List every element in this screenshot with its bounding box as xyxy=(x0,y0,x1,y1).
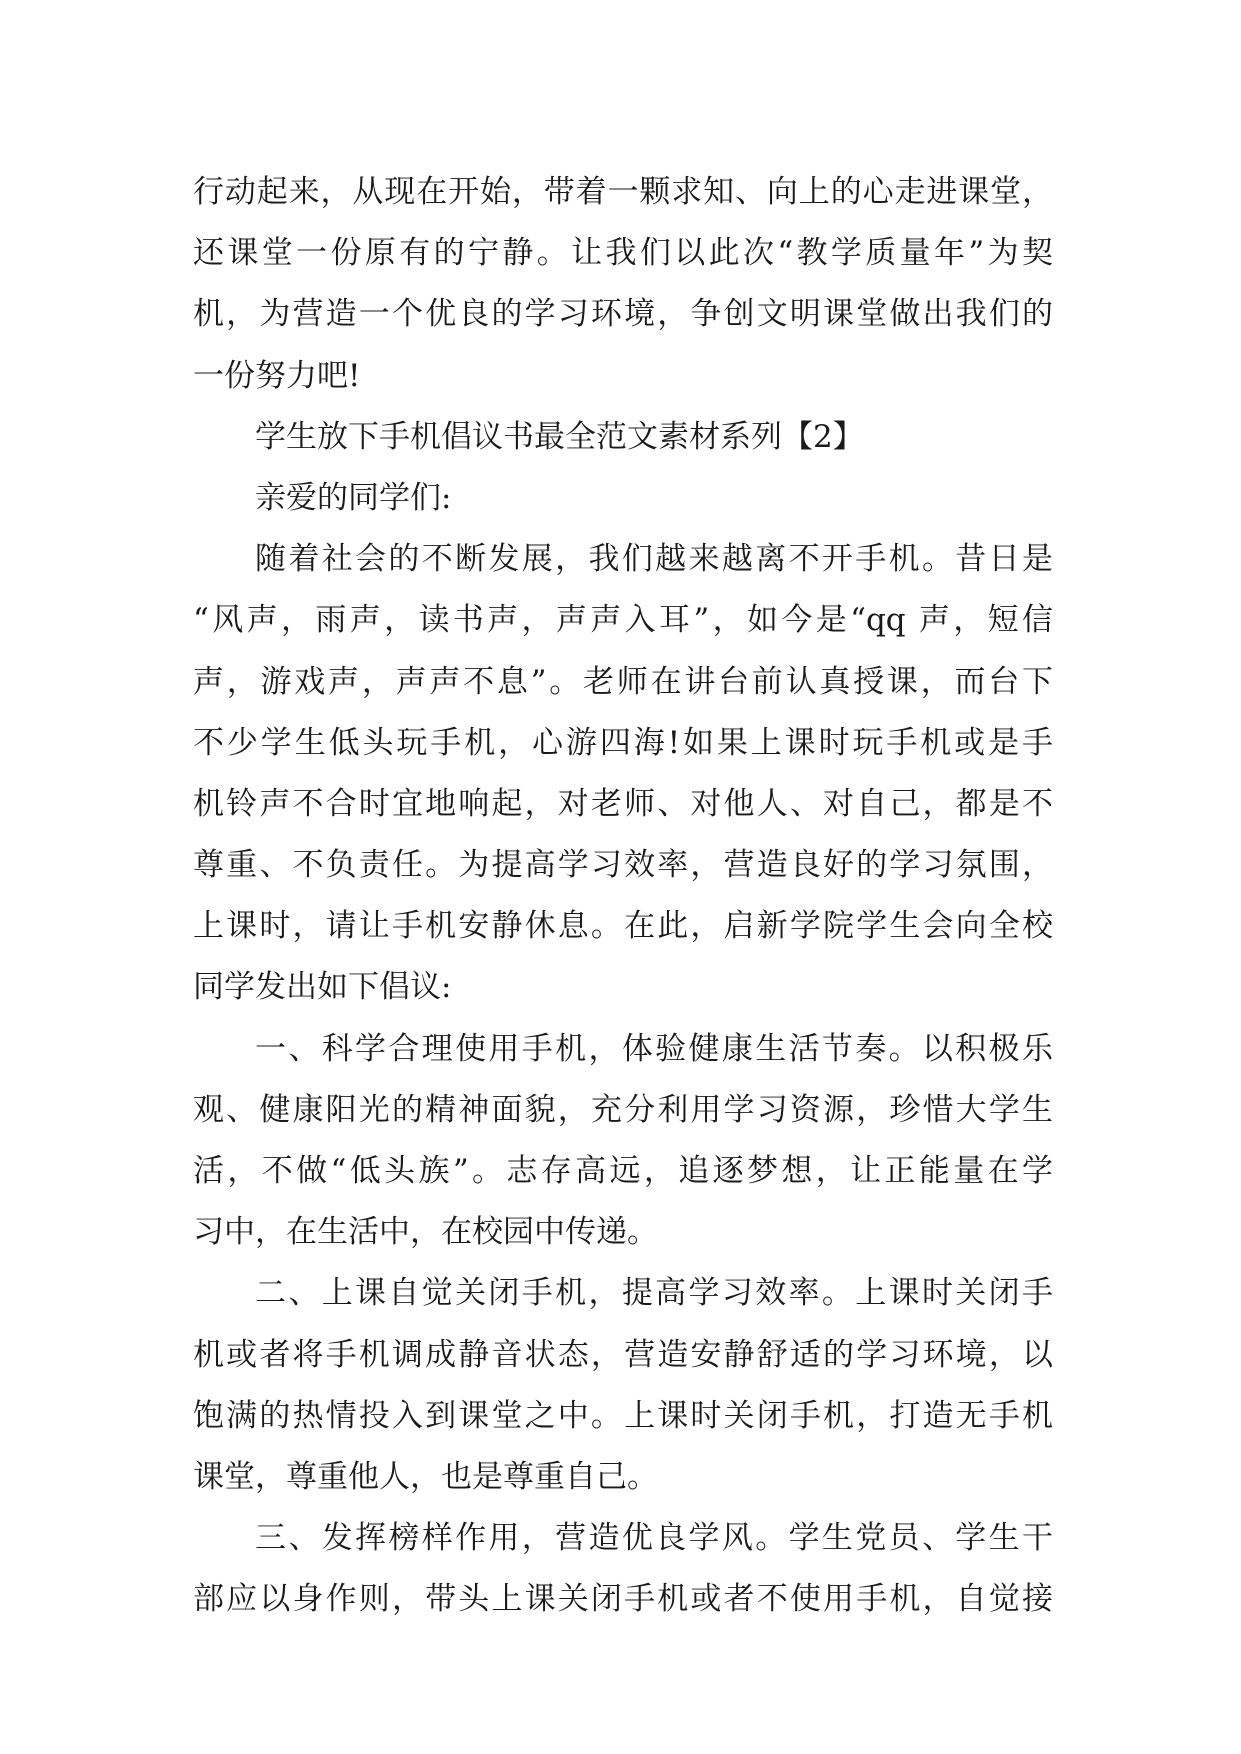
text-line: 尊重、不负责任。为提高学习效率，营造良好的学习氛围， xyxy=(193,847,1053,884)
text-line: “风声，雨声，读书声，声声入耳”，如今是“qq 声，短信 xyxy=(193,602,1053,639)
text-line: 同学发出如下倡议: xyxy=(193,969,452,1006)
text-line: 习中，在生活中，在校园中传递。 xyxy=(193,1214,658,1251)
text-line: 部应以身作则，带头上课关闭手机或者不使用手机，自觉接 xyxy=(193,1581,1053,1618)
text-line: 机铃声不合时宜地响起，对老师、对他人、对自己，都是不 xyxy=(193,785,1053,822)
text-line: 学生放下手机倡议书最全范文素材系列【2】 xyxy=(255,418,864,455)
text-line: 声，游戏声，声声不息”。老师在讲台前认真授课，而台下 xyxy=(193,663,1053,700)
text-line: 活，不做“低头族”。志存高远，追逐梦想，让正能量在学 xyxy=(193,1153,1053,1189)
text-line: 一份努力吧! xyxy=(193,357,361,394)
text-line: 随着社会的不断发展，我们越来越离不开手机。昔日是 xyxy=(255,541,1053,578)
text-line: 饱满的热情投入到课堂之中。上课时关闭手机，打造无手机 xyxy=(193,1397,1053,1434)
text-line: 机或者将手机调成静音状态，营造安静舒适的学习环境，以 xyxy=(193,1336,1053,1373)
text-line: 一、科学合理使用手机，体验健康生活节奏。以积极乐 xyxy=(255,1030,1053,1067)
text-line: 二、上课自觉关闭手机，提高学习效率。上课时关闭手 xyxy=(255,1275,1053,1312)
text-line: 观、健康阳光的精神面貌，充分利用学习资源，珍惜大学生 xyxy=(193,1091,1053,1128)
text-line: 课堂，尊重他人，也是尊重自己。 xyxy=(193,1458,658,1495)
text-line: 还课堂一份原有的宁静。让我们以此次“教学质量年”为契 xyxy=(193,235,1053,272)
text-line: 亲爱的同学们: xyxy=(255,479,452,516)
text-line: 不少学生低头玩手机，心游四海!如果上课时玩手机或是手 xyxy=(193,724,1053,761)
text-line: 机，为营造一个优良的学习环境，争创文明课堂做出我们的 xyxy=(193,296,1053,333)
text-line: 上课时，请让手机安静休息。在此，启新学院学生会向全校 xyxy=(193,908,1053,945)
text-line: 行动起来，从现在开始，带着一颗求知、向上的心走进课堂， xyxy=(193,174,1053,210)
document-body xyxy=(193,162,1053,1631)
text-line: 三、发挥榜样作用，营造优良学风。学生党员、学生干 xyxy=(255,1520,1053,1557)
